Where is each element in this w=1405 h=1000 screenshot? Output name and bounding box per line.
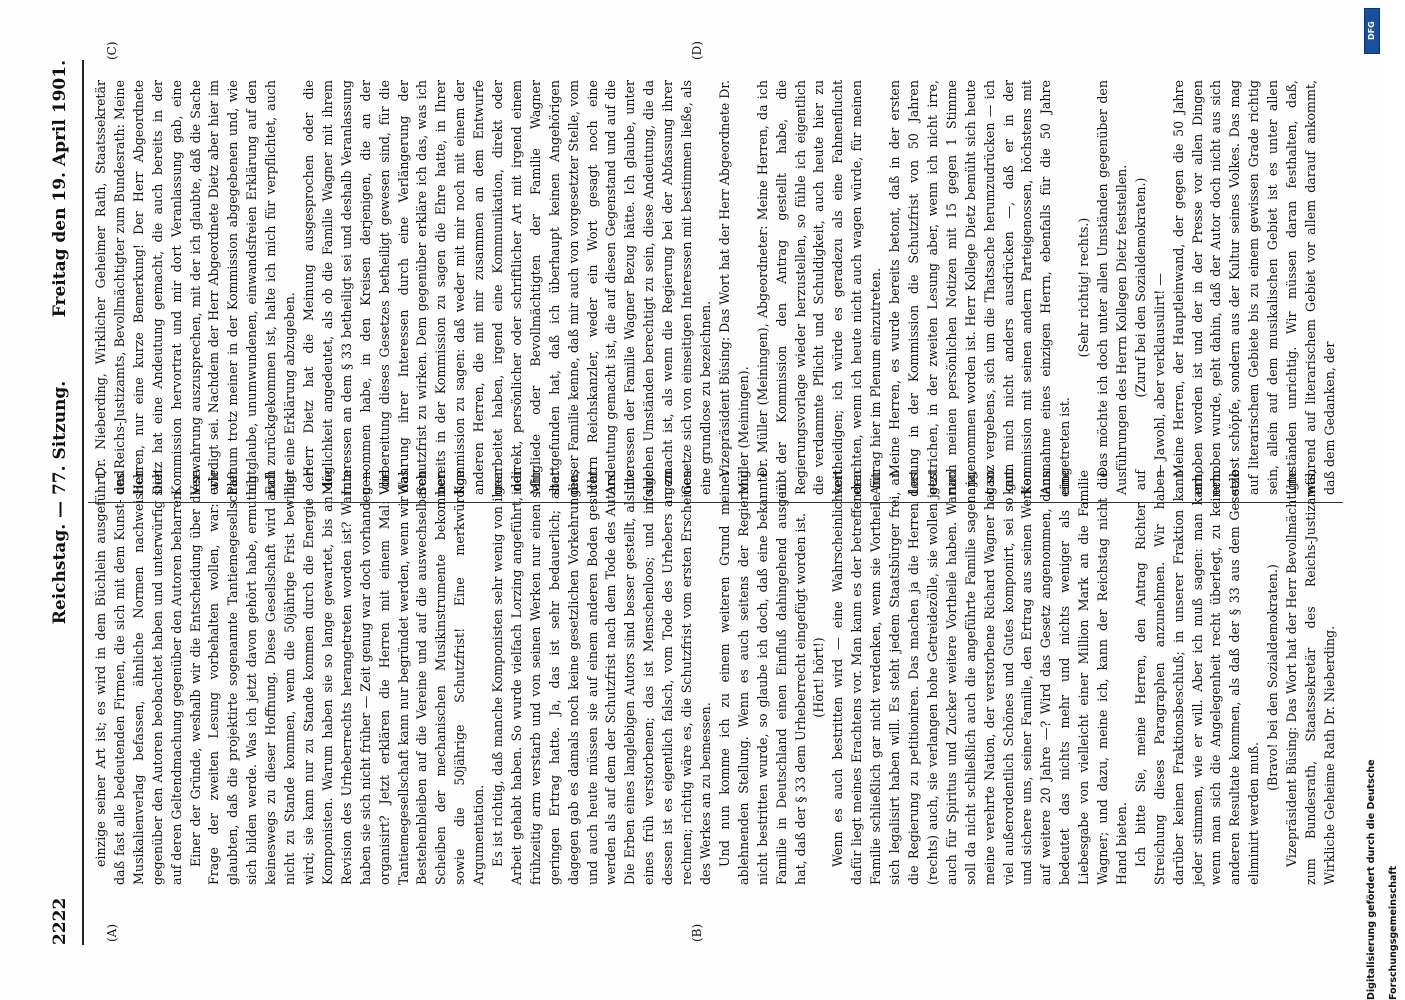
dfg-logo: DFG [1364,8,1380,54]
margin-mark-b: (B) [690,923,704,942]
paragraph: Vizepräsident Büsing: Das Wort hat der Herr Bevollmächtigte zum Bundesrath, Staatssekretär des Reichs-Justizamts, Wirkliche Geheime Rath Dr. Nieberding. [1284,470,1337,885]
paragraph: Das möchte ich doch unter allen Umständen gegenüber den Ausführungen des Herrn Kollegen Dietz feststellen. [1095,80,1129,495]
paragraph: Dr. Nieberding, Wirklicher Geheimer Rath, Staatssekretär des Reichs-Justizamts, Bevollmächtigter zum Bundesrath: Meine Herren, nur eine kurze Bemerkung! Der Herr Abgeordnete Dietz hat eine Andeutung gemacht, die auch bereits in der Kommission hervortrat und mir dort Veranlassung gab, eine Verwahrung auszusprechen, mit der ich glaubte, daß die Sache erledigt sei. Nachdem der Herr Abgeordnete Dietz aber hier im Plenum trotz meiner in der Kommission abgegebenen und, wie ich glaube, unumwundenen, einwandsfreien Erklärung auf den Fall zurückgekommen ist, halte ich mich für verpflichtet, auch hier eine Erklärung abzugeben. [93,80,298,495]
paragraph: einzige seiner Art ist; es wird in dem Büchlein ausgeführt, daß fast alle bedeutenden Firmen, die sich mit dem Kunst- und Musikalienverlag befassen, ähnliche Normen nachweislich gegenüber den Autoren beobachtet haben und unterwürfig sich auf deren Geltendmachung gegenüber den Autoren beharren. [93,470,184,885]
left-column [92,470,1340,885]
paragraph: Es ist richtig, daß manche Komponisten sehr wenig von ihrer Arbeit gehabt haben. So wurde vielfach Lorzing angeführt, der frühzeitig arm verstarb und von seinen Werken nur einen sehr geringen Ertrag hatte. Ja, das ist sehr bedauerlich; aber dagegen gab es damals noch keine gesetzlichen Vorkehrungen, und auch heute müssen sie auf einem anderen Boden gesucht werden als auf dem der Schutzfrist nach dem Tode des Autors. Die Erben eines langlebigen Autors sind besser gestellt, als die eines früh verstorbenen; das ist Menschenloos; und infolge dessen ist es eigentlich falsch, vom Tode des Urhebers an zu rechnen; richtig wäre es, die Schutzfrist vom ersten Erscheinen des Werkes an zu bemessen. [490,470,713,885]
paragraph: Ich bitte Sie, meine Herren, den Antrag Richter auf Streichung dieses Paragraphen anzunehmen. Wir haben darüber keinen Fraktionsbeschluß; in unserer Fraktion kann jeder stimmen, wie er will. Aber ich muß sagen: man kann, wenn man sich die Angelegenheit recht überlegt, zu keinem anderen Resultate kommen, als daß der § 33 aus dem Gesetze eliminirt werden muß. [1132,470,1262,885]
header-rule [82,60,84,945]
margin-mark-d: (D) [690,41,704,60]
digitization-footer [1361,0,1399,1000]
interjection: (Zuruf bei den Sozialdemokraten.) [1132,177,1148,398]
session-date: Freitag den 19. April 1901. [50,60,70,318]
interjection: (Hört! hört!) [811,637,827,718]
paragraph: Herr Dietz hat die Meinung ausgesprochen oder die Möglichkeit angedeutet, als ob die Familie Wagner mit ihrem Interessen an dem § 33 betheiligt sei und deshalb Veranlassung genommen habe, in den Kreisen derjenigen, die an der Vorbereitung dieses Gesetzes betheiligt gewesen sind, für die Wahrung ihrer Interessen durch eine Verlängerung der Schutzfrist zu wirken. Dem gegenüber erkläre ich das, was ich bereits in der Kommission zu sagen die Ehre hatte, in Ihrer Kommission zu sagen: daß weder mit mir noch mit einem der anderen Herren, die mit mir zusammen an dem Entwurfe gearbeitet haben, irgend eine Kommunikation, direkt oder indirekt, persönlicher oder schriftlicher Art mit irgend einem Mitgliede oder Bevollmächtigten der Familie Wagner stattgefunden hat, daß ich überhaupt keinen Angehörigen dieser Familie kenne, daß mir auch von vorgesetzter Stelle, vom Herrn Reichskanzler, weder ein Wort gesagt noch eine Andeutung gemacht ist, die auf diesen Gegenstand und auf die Interessen der Familie Wagner Bezug hätte. Ich glaube, unter solchen Umständen berechtigt zu sein, diese Andeutung, die da gemacht ist, als wenn die Regierung bei der Abfassung ihrer Gesetze sich von einseitigen Interessen mit bestimmen ließe, als eine grundlose zu bezeichnen. [300,80,713,495]
paragraph: Dr. Müller (Meiningen), Abgeordneter: Meine Herren, da ich in der Kommission den Antrag gestellt habe, die Regierungsvorlage wieder herzustellen, so fühle ich eigentlich die verdammte Pflicht und Schuldigkeit, auch heute hier zu vertheidigen; ich würde es geradezu als eine Fahnenflucht erachten, wenn ich heute nicht auch wagen würde, für meinen Antrag hier im Plenum einzutreten. [754,80,884,495]
paragraph: Und nun komme ich zu einem weiteren Grund meiner ablehnenden Stellung. Wenn es auch seitens der Regierung nicht bestritten wurde, so glaube ich doch, daß eine bekannte Familie in Deutschland einen Einfluß dahingehend ausgeübt hat, daß der § 33 dem Urheberrecht eingefügt worden ist. [716,470,808,885]
page-number: 2222 [50,897,70,945]
page-header [50,60,78,945]
interjection: (Sehr richtig! rechts.) [1076,217,1092,358]
paragraph: Meine Herren, es wurde bereits betont, daß in der ersten Lesung in der Kommission die Schutzfrist von 50 Jahren gestrichen, in der zweiten Lesung aber, wenn ich nicht irre, nach meinen persönlichen Notizen mit 15 gegen 1 Stimme angenommen worden ist. Herr Kollege Dietz bemüht sich heute ganz vergebens, sich um die Thatsache herumzudrücken — ich kann mich nicht anders ausdrücken —, daß er in der Kommission mit seinen andern Parteigenossen, höchstens mit Ausnahme eines einzigen Herrn, ebenfalls für die 50 Jahre eingetreten ist. [887,80,1073,495]
column-divider [88,502,1343,503]
session-title: Reichstag. — 77. Sitzung. [50,380,70,625]
digitization-note: Digitalisierung gefördert durch die Deutsche Forschungsgemeinschaft [1366,759,1399,1000]
paragraph: Wenn es auch bestritten wird — eine Wahrscheinlichkeit dafür liegt meines Erachtens vor. Man kann es der betreffenden Familie schließlich gar nicht verdenken, wenn sie Vortheile für sich legalisirt haben will. Es steht jedem Staatsbürger frei, an die Regierung zu petitioniren. Das machen ja die Herren dort (rechts) auch, sie verlangen hohe Getreidezölle, sie wollen jetzt auch für Spiritus und Zucker weitere Vortheile haben. Warum soll da nicht schließlich auch die angeführte Familie sagen: ja, meine verehrte Nation, der verstorbene Richard Wagner hat so viel außerordentlich Schönes und Gutes komponirt, sei so gut und sichere uns, seiner Familie, den Ertrag aus seinen Werken auf weitere 20 Jahre —? Wird das Gesetz angenommen, dann bedeutet das nichts mehr und nichts weniger als eine Liebesgabe von vielleicht einer Million Mark an die Familie Wagner; und dazu, meine ich, kann der Reichstag nicht die Hand bieten. [830,470,1129,885]
margin-mark-a: (A) [105,923,119,942]
paragraph: Vizepräsident Büsing: Das Wort hat der Herr Abgeordnete Dr. Müller (Meiningen). [716,80,751,495]
paragraph: Einer der Gründe, weshalb wir die Entscheidung über diese Frage der zweiten Lesung vorbehalten wollen, war: wir glaubten, daß die projektirte sogenannte Tantiemegesellschaft sich bilden werde. Was ich jetzt davon gehört habe, ermuthigt keineswegs zu dieser Hoffnung. Diese Gesellschaft wird auch nicht zu Stande kommen, wenn die 50jährige Frist bewilligt wird; sie kann nur zu Stande kommen durch die Energie der Komponisten. Warum haben sie so lange gewartet, bis an die Revision des Urheberrechts herangetreten worden ist? Warum haben sie sich nicht früher — Zeit genug war doch vorhanden — organisirt? Jetzt erklären die Herren mit einem Mal: die Tantiemegesellschaft kann nur begründet werden, wenn wir das Bestehenbleiben auf die Vereine und auf die auswechselbaren Scheiben der mechanischen Musikinstrumente bekommen sowie die 50jährige Schutzfrist! Eine merkwürdige Argumentation. [187,470,487,885]
paragraph: — Jawohl, aber verklausulirt! — [1151,273,1167,477]
interjection: (Bravo! bei den Sozialdemokraten.) [1265,564,1281,791]
right-column [92,80,1340,495]
paragraph: Meine Herren, der Hauptleinwand, der gegen die 50 Jahre erhoben worden ist und der in der Presse vor allen Dingen erhoben wurde, geht dahin, daß der Autor doch nicht aus sich selbst schöpfe, sondern aus der Kultur seines Volkes. Das mag auf literarischem Gebiete bis zu einem gewissen Grade richtig sein, allein auf dem musikalischen Gebiet ist es unter allen Umständen unrichtig. Wir müssen daran festhalten, daß, während auf literarischem Gebiet vor allem darauf ankommt, daß dem Gedanken, der [1170,80,1337,495]
margin-mark-c: (C) [105,41,119,60]
